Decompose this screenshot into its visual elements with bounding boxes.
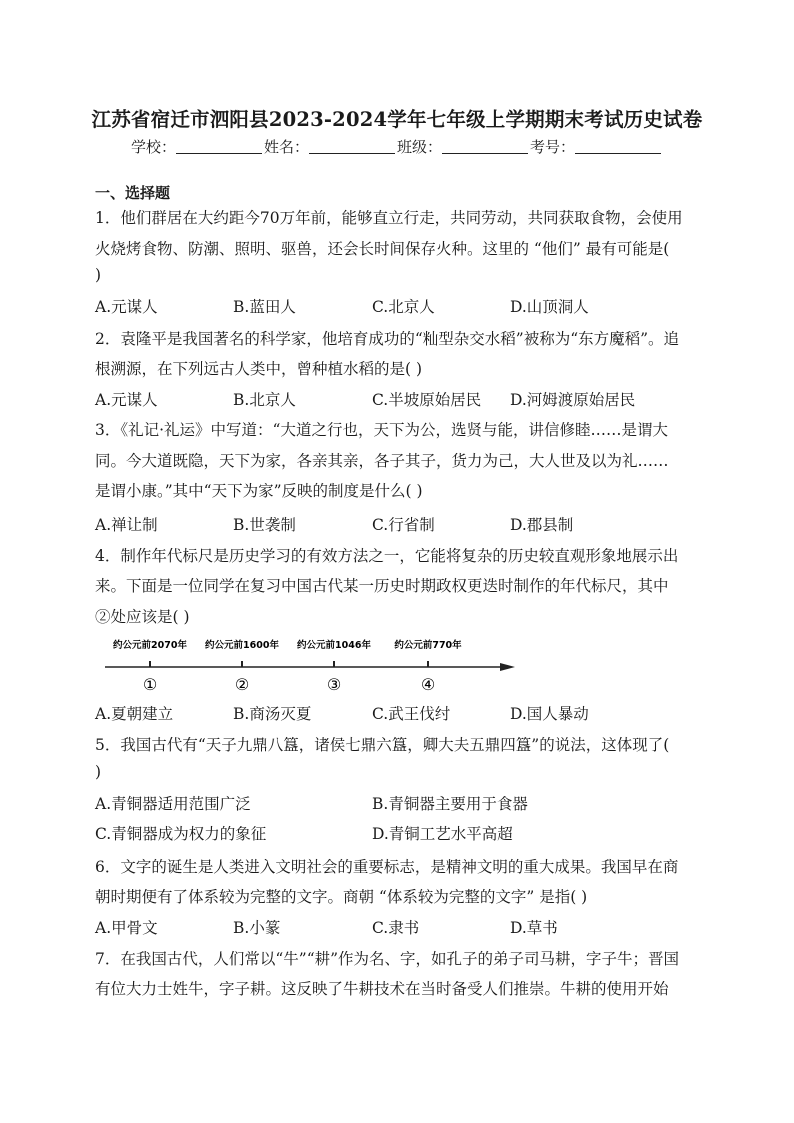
option-d[interactable]: D.河姆渡原始居民 <box>510 391 636 409</box>
option-c[interactable]: C.北京人 <box>372 298 435 316</box>
option-d[interactable]: D.郡县制 <box>510 516 574 534</box>
question-4-line-3: ②处应该是( ) <box>95 608 190 626</box>
number-blank[interactable] <box>575 139 661 154</box>
question-2-line-2: 根溯源，在下列远古人类中，曾种植水稻的是( ) <box>95 360 423 378</box>
option-d[interactable]: D.国人暴动 <box>510 705 589 723</box>
number-label: 考号： <box>530 138 576 156</box>
question-1-line-1: 1．他们群居在大约距今70万年前，能够直立行走，共同劳动，共同获取食物，会使用 <box>95 209 683 227</box>
school-label: 学校： <box>130 138 176 156</box>
option-c[interactable]: C.青铜器成为权力的象征 <box>95 825 267 843</box>
option-b[interactable]: B.北京人 <box>233 391 296 409</box>
option-a[interactable]: A.禅让制 <box>95 516 158 534</box>
option-a[interactable]: A.夏朝建立 <box>95 705 174 723</box>
timeline-mark-4: ④ <box>420 675 436 694</box>
option-a[interactable]: A.甲骨文 <box>95 919 158 937</box>
option-c[interactable]: C.半坡原始居民 <box>372 391 482 409</box>
name-blank[interactable] <box>309 139 395 154</box>
name-label: 姓名： <box>263 138 309 156</box>
question-3-line-2: 同。今大道既隐，天下为家，各亲其亲，各子其子，货力为己，大人世及以为礼…… <box>95 452 669 470</box>
option-d[interactable]: D.山顶洞人 <box>510 298 589 316</box>
question-7-line-2: 有位大力士姓牛，字子耕。这反映了牛耕技术在当时备受人们推崇。牛耕的使用开始 <box>95 980 669 998</box>
option-b[interactable]: B.青铜器主要用于食器 <box>372 795 528 813</box>
section-title: 一、选择题 <box>95 184 171 202</box>
option-c[interactable]: C.隶书 <box>372 919 420 937</box>
option-b[interactable]: B.商汤灭夏 <box>233 705 312 723</box>
question-4-line-1: 4．制作年代标尺是历史学习的有效方法之一，它能将复杂的历史较直观形象地展示出 <box>95 547 679 565</box>
question-6-line-2: 朝时期便有了体系较为完整的文字。商朝 “体系较为完整的文字” 是指( ) <box>95 888 588 906</box>
option-c[interactable]: C.武王伐纣 <box>372 705 451 723</box>
option-b[interactable]: B.小篆 <box>233 919 281 937</box>
option-b[interactable]: B.蓝田人 <box>233 298 296 316</box>
timeline-mark-2: ② <box>234 675 250 694</box>
timeline-label-2: 约公元前1600年 <box>205 640 279 651</box>
option-d[interactable]: D.草书 <box>510 919 558 937</box>
question-1-line-2: 火烧烤食物、防潮、照明、驱兽，还会长时间保存火种。这里的 “他们” 最有可能是( <box>95 240 670 258</box>
question-3-line-1: 3．《礼记·礼运》中写道：“大道之行也，天下为公，选贤与能，讲信修睦……是谓大 <box>95 421 668 439</box>
class-blank[interactable] <box>442 139 528 154</box>
timeline-label-4: 约公元前770年 <box>394 640 462 651</box>
exam-title: 江苏省宿迁市泗阳县2023-2024学年七年级上学期期末考试历史试卷 <box>91 108 703 131</box>
question-2-line-1: 2．袁隆平是我国著名的科学家，他培育成功的“籼型杂交水稻”被称为“东方魔稻”。追 <box>95 330 680 348</box>
option-a[interactable]: A.元谋人 <box>95 391 158 409</box>
timeline-label-1: 约公元前2070年 <box>113 640 187 651</box>
question-3-line-3: 是谓小康。”其中“天下为家”反映的制度是什么( ) <box>95 482 423 500</box>
question-1-line-3: ) <box>95 266 102 284</box>
student-info-row <box>0 136 794 157</box>
question-4-line-2: 来。下面是一位同学在复习中国古代某一历史时期政权更迭时制作的年代标尺，其中 <box>95 577 669 595</box>
option-d[interactable]: D.青铜工艺水平高超 <box>372 825 513 843</box>
timeline-label-3: 约公元前1046年 <box>297 640 371 651</box>
timeline-arrow-icon <box>500 663 515 671</box>
option-a[interactable]: A.青铜器适用范围广泛 <box>95 795 251 813</box>
school-blank[interactable] <box>176 139 262 154</box>
option-b[interactable]: B.世袭制 <box>233 516 296 534</box>
question-5-line-2: ) <box>95 763 102 781</box>
question-5-line-1: 5．我国古代有“天子九鼎八簋，诸侯七鼎六簋，卿大夫五鼎四簋”的说法，这体现了( <box>95 736 670 754</box>
timeline-mark-3: ③ <box>326 675 342 694</box>
timeline-figure <box>95 632 525 694</box>
question-7-line-1: 7．在我国古代，人们常以“牛”“耕”作为名、字，如孔子的弟子司马耕，字子牛；晋国 <box>95 950 680 968</box>
class-label: 班级： <box>397 138 443 156</box>
option-a[interactable]: A.元谋人 <box>95 298 158 316</box>
timeline-mark-1: ① <box>142 675 158 694</box>
option-c[interactable]: C.行省制 <box>372 516 435 534</box>
question-6-line-1: 6．文字的诞生是人类进入文明社会的重要标志，是精神文明的重大成果。我国早在商 <box>95 858 679 876</box>
